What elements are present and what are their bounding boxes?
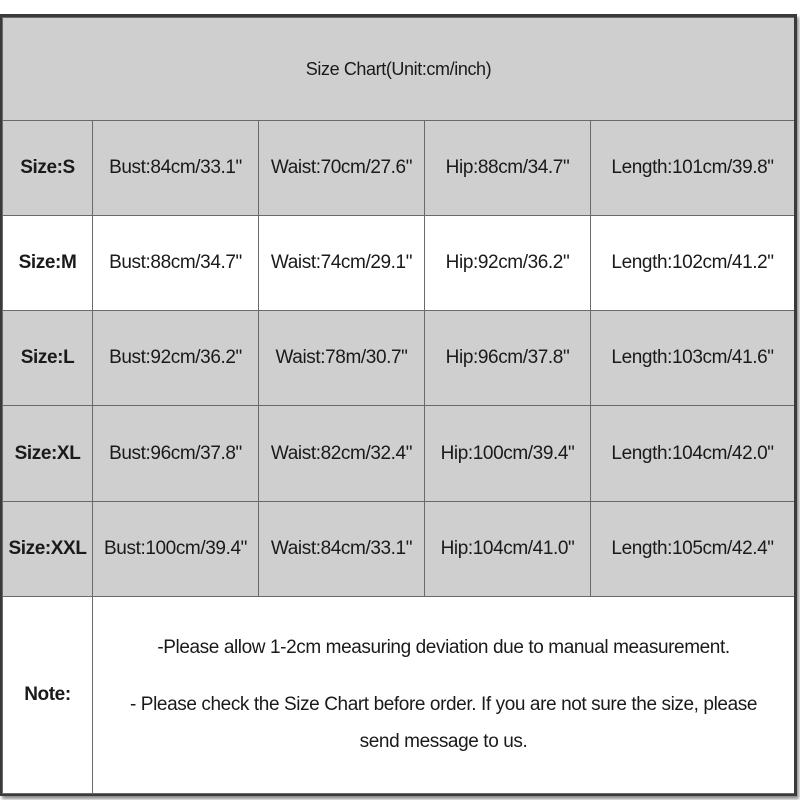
bust-value: Bust:100cm/39.4" (93, 501, 259, 596)
table-row (3, 406, 795, 501)
length-value: Length:103cm/41.6" (591, 311, 795, 406)
note-label: Note: (3, 596, 93, 793)
table-row (3, 311, 795, 406)
waist-value: Waist:78m/30.7" (259, 311, 425, 406)
bust-value: Bust:88cm/34.7" (93, 216, 259, 311)
hip-value: Hip:92cm/36.2" (425, 216, 591, 311)
table-row (3, 121, 795, 216)
title-row (3, 18, 795, 121)
hip-value: Hip:96cm/37.8" (425, 311, 591, 406)
chart-title: Size Chart(Unit:cm/inch) (3, 18, 795, 121)
waist-value: Waist:74cm/29.1" (259, 216, 425, 311)
waist-value: Waist:82cm/32.4" (259, 406, 425, 501)
size-label: Size:M (3, 216, 93, 311)
length-value: Length:104cm/42.0" (591, 406, 795, 501)
note-text (93, 596, 795, 793)
table-row (3, 216, 795, 311)
waist-value: Waist:70cm/27.6" (259, 121, 425, 216)
size-label: Size:XXL (3, 501, 93, 596)
length-value: Length:105cm/42.4" (591, 501, 795, 596)
note-row (3, 596, 795, 793)
table-row (3, 501, 795, 596)
bust-value: Bust:96cm/37.8" (93, 406, 259, 501)
length-value: Length:102cm/41.2" (591, 216, 795, 311)
size-chart-table (2, 17, 795, 794)
length-value: Length:101cm/39.8" (591, 121, 795, 216)
note-line-1: -Please allow 1-2cm measuring deviation due to manual measurement. (157, 637, 730, 659)
hip-value: Hip:100cm/39.4" (425, 406, 591, 501)
bust-value: Bust:84cm/33.1" (93, 121, 259, 216)
hip-value: Hip:104cm/41.0" (425, 501, 591, 596)
size-label: Size:S (3, 121, 93, 216)
size-label: Size:XL (3, 406, 93, 501)
note-line-2: - Please check the Size Chart before order. If you are not sure the size, please send message to us. (130, 694, 758, 753)
size-label: Size:L (3, 311, 93, 406)
hip-value: Hip:88cm/34.7" (425, 121, 591, 216)
waist-value: Waist:84cm/33.1" (259, 501, 425, 596)
bust-value: Bust:92cm/36.2" (93, 311, 259, 406)
size-chart-sheet (0, 14, 797, 796)
